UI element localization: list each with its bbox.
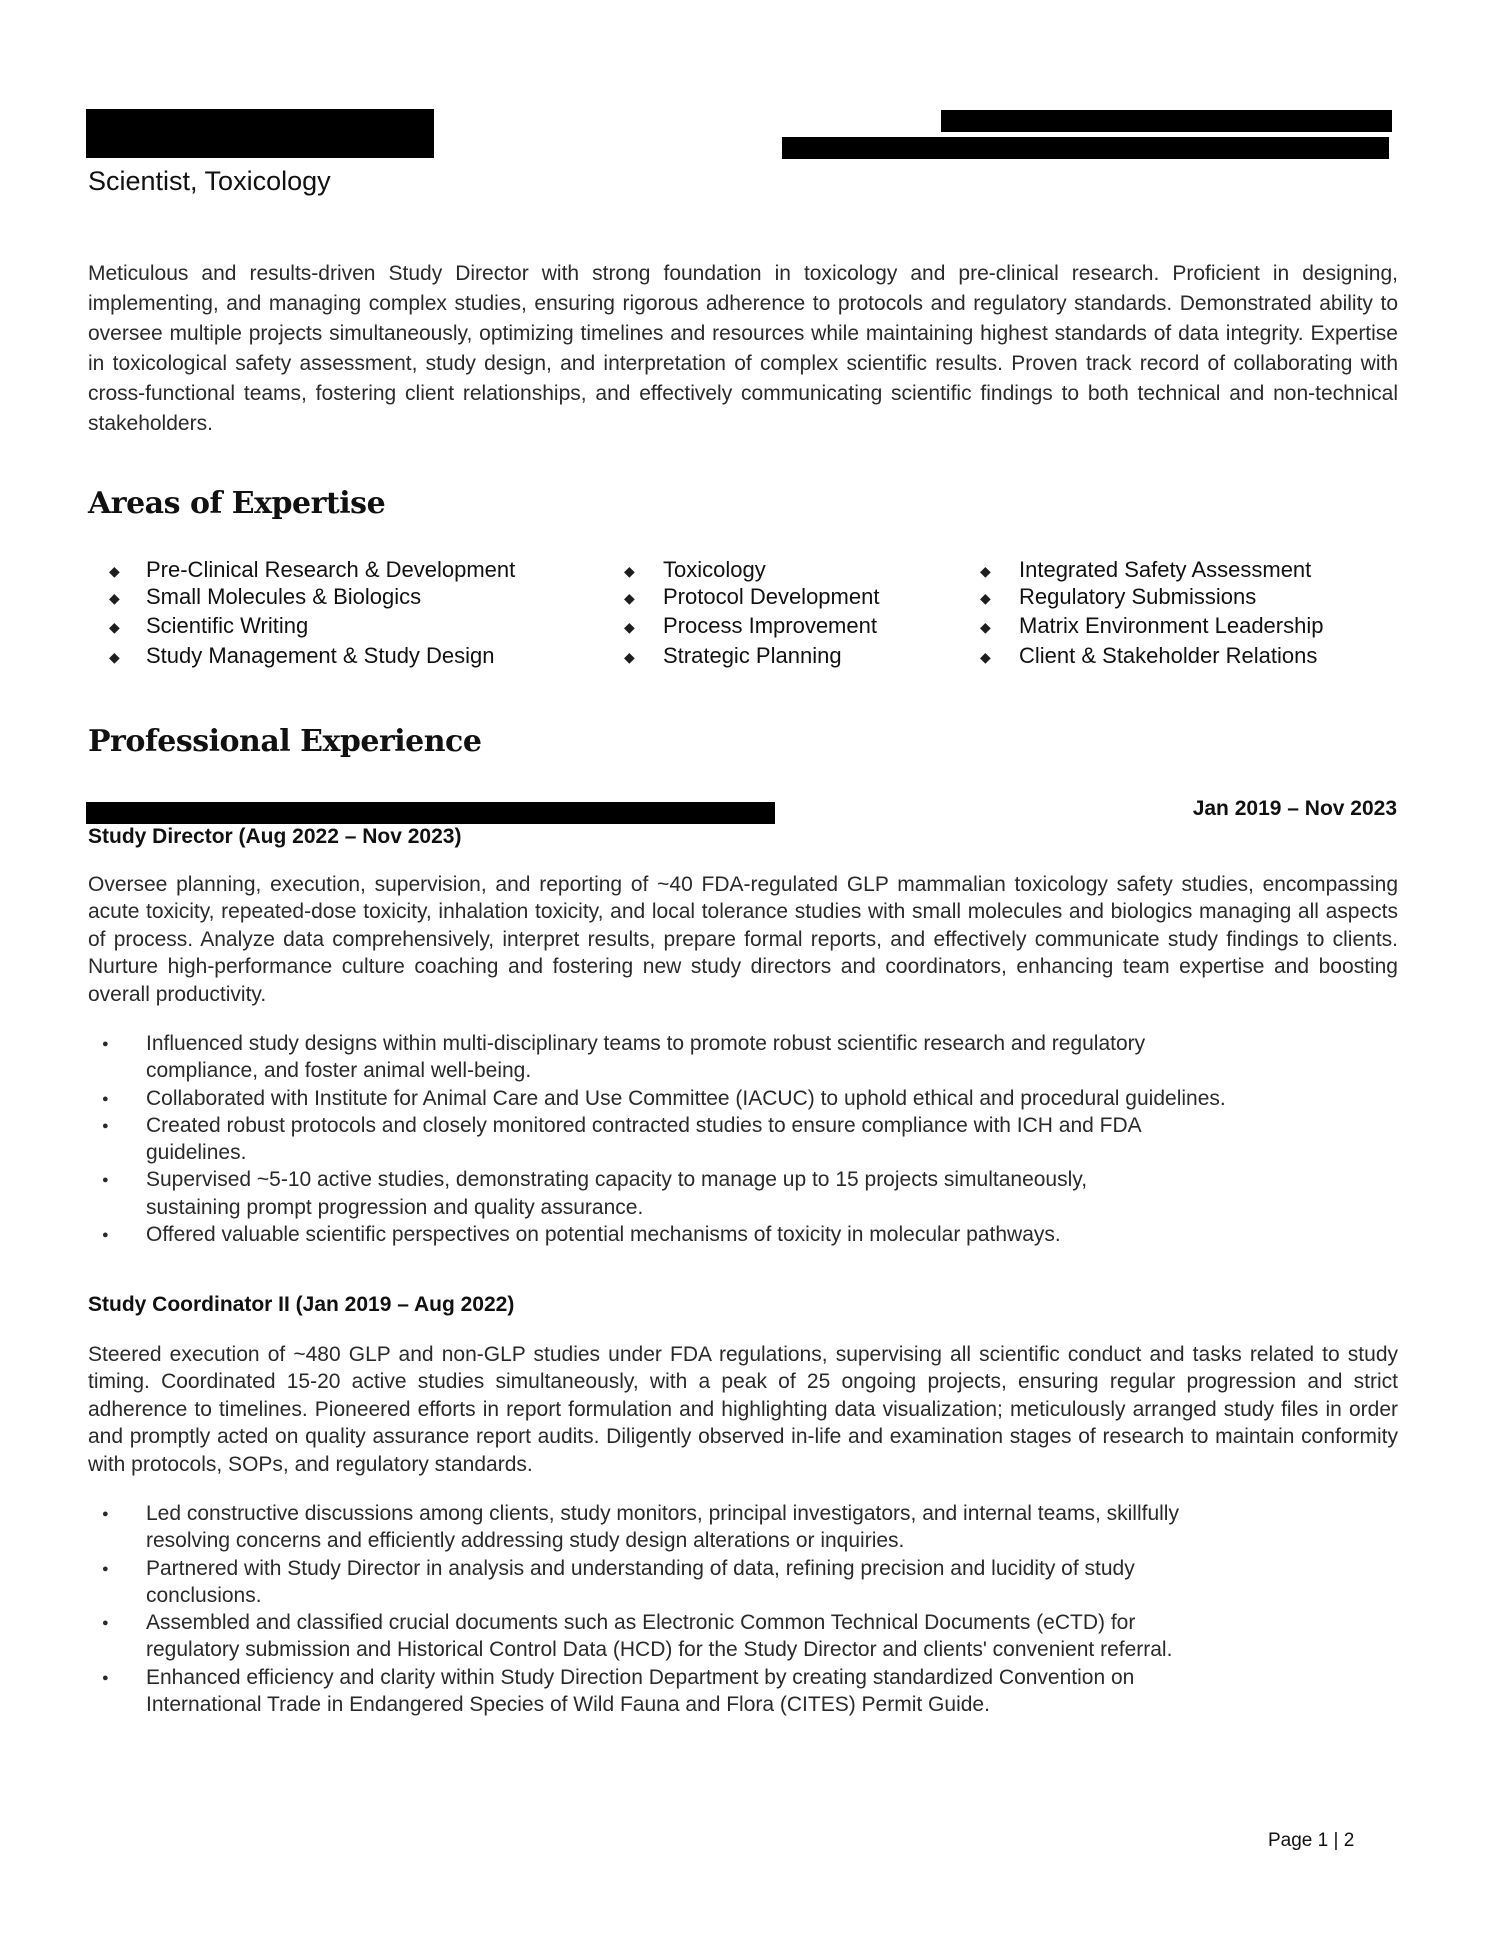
- expertise-item: Pre-Clinical Research & Development: [146, 557, 516, 582]
- bullet-dot-icon: ●: [102, 1092, 109, 1105]
- role-title: Study Coordinator II (Jan 2019 – Aug 2022): [88, 1293, 515, 1316]
- bullet-text-line: guidelines.: [146, 1141, 247, 1165]
- bullet-item: [88, 1664, 1408, 1719]
- redacted-company-name: [86, 802, 775, 824]
- employment-dates: Jan 2019 – Nov 2023: [1192, 797, 1397, 820]
- diamond-bullet-icon: ◆: [980, 563, 991, 579]
- expertise-item: Matrix Environment Leadership: [1019, 613, 1324, 638]
- role-description: Steered execution of ~480 GLP and non-GLP studies under FDA regulations, supervising all scientific conduct and tasks related to study timing. Coordinated 15-20 active studies simultaneously, with a peak of 25 ongoing projects, ensuring regular progression and strict adherence to timelines. Pioneered efforts in report formulation and highlighting data visualization; meticulously arranged study files in order and promptly acted on quality assurance report audits. Diligently observed in-life and examination stages of research to maintain conformity with protocols, SOPs, and regulatory standards.: [88, 1343, 1398, 1476]
- job-title: Scientist, Toxicology: [88, 166, 331, 196]
- bullet-text-line: Influenced study designs within multi-disciplinary teams to promote robust scientific research and regulatory: [146, 1032, 1146, 1055]
- expertise-item: Toxicology: [663, 557, 766, 582]
- diamond-bullet-icon: ◆: [624, 649, 635, 665]
- bullet-dot-icon: ●: [102, 1617, 109, 1630]
- expertise-item: Regulatory Submissions: [1019, 584, 1257, 609]
- bullet-dot-icon: ●: [102, 1562, 109, 1575]
- diamond-bullet-icon: ◆: [980, 619, 991, 635]
- diamond-bullet-icon: ◆: [109, 563, 120, 579]
- bullet-text-line: Enhanced efficiency and clarity within Study Direction Department by creating standardized Convention on: [146, 1665, 1135, 1689]
- diamond-bullet-icon: ◆: [980, 590, 991, 606]
- diamond-bullet-icon: ◆: [624, 590, 635, 606]
- bullet-dot-icon: ●: [102, 1508, 109, 1520]
- redacted-contact-line-2: [782, 137, 1389, 159]
- bullet-text-line: conclusions.: [146, 1583, 262, 1607]
- bullet-text-line: International Trade in Endangered Species of Wild Fauna and Flora (CITES) Permit Guide.: [146, 1693, 990, 1717]
- page-number: Page 1 | 2: [1268, 1830, 1355, 1851]
- role-title: Study Director (Aug 2022 – Nov 2023): [88, 825, 462, 848]
- experience-heading: Professional Experience: [88, 724, 482, 759]
- summary-paragraph: Meticulous and results-driven Study Director with strong foundation in toxicology and pre-clinical research. Proficient in designing, implementing, and managing complex studies, ensuring rigorous adherence to protocols and regulatory standards. Demonstrated ability to oversee multiple projects simultaneously, optimizing timelines and resources while maintaining highest standards of data integrity. Expertise in toxicological safety assessment, study design, and interpretation of complex scientific results. Proven track record of collaborating with cross-functional teams, fostering client relationships, and effectively communicating scientific findings to both technical and non-technical stakeholders.: [88, 262, 1398, 435]
- bullet-text-line: regulatory submission and Historical Control Data (HCD) for the Study Director and clients' convenient referral.: [146, 1638, 1173, 1662]
- bullet-text-line: Offered valuable scientific perspectives on potential mechanisms of toxicity in molecular pathways.: [146, 1223, 1061, 1247]
- bullet-text-line: compliance, and foster animal well-being.: [146, 1059, 532, 1083]
- expertise-item: Scientific Writing: [146, 613, 309, 638]
- bullet-text-line: Assembled and classified crucial documents such as Electronic Common Technical Documents (eCTD) for: [146, 1611, 1136, 1635]
- bullet-text-line: Partnered with Study Director in analysis and understanding of data, refining precision and lucidity of study: [146, 1556, 1135, 1580]
- role-bullets: [88, 1500, 1408, 1718]
- bullet-item: [88, 1221, 1408, 1248]
- diamond-bullet-icon: ◆: [109, 619, 120, 635]
- expertise-item: Protocol Development: [663, 584, 880, 609]
- bullet-text-line: Created robust protocols and closely monitored contracted studies to ensure compliance with ICH and FDA: [146, 1113, 1142, 1137]
- bullet-dot-icon: ●: [102, 1119, 109, 1132]
- bullet-text-line: Supervised ~5-10 active studies, demonstrating capacity to manage up to 15 projects simultaneously,: [146, 1168, 1088, 1192]
- diamond-bullet-icon: ◆: [109, 590, 120, 606]
- expertise-item: Strategic Planning: [663, 643, 842, 668]
- expertise-heading: Areas of Expertise: [88, 486, 386, 521]
- bullet-dot-icon: ●: [102, 1038, 109, 1050]
- bullet-dot-icon: ●: [102, 1671, 109, 1684]
- bullet-item: [88, 1609, 1408, 1664]
- diamond-bullet-icon: ◆: [980, 649, 991, 665]
- bullet-item: [88, 1166, 1408, 1221]
- bullet-text-line: Collaborated with Institute for Animal Care and Use Committee (IACUC) to uphold ethical and procedural guidelines.: [146, 1086, 1226, 1110]
- bullet-dot-icon: ●: [102, 1174, 109, 1187]
- diamond-bullet-icon: ◆: [109, 649, 120, 665]
- expertise-item: Integrated Safety Assessment: [1019, 557, 1312, 582]
- diamond-bullet-icon: ◆: [624, 563, 635, 579]
- bullet-item: [88, 1085, 1408, 1112]
- bullet-dot-icon: ●: [102, 1229, 109, 1242]
- bullet-item: [88, 1555, 1408, 1610]
- bullet-text-line: sustaining prompt progression and quality assurance.: [146, 1195, 644, 1219]
- bullet-text-line: resolving concerns and efficiently addressing study design alterations or inquiries.: [146, 1529, 905, 1553]
- bullet-text-line: Led constructive discussions among clients, study monitors, principal investigators, and internal teams, skillfully: [146, 1502, 1179, 1525]
- bullet-item: [88, 1112, 1408, 1167]
- expertise-item: Client & Stakeholder Relations: [1019, 643, 1318, 668]
- role-description: Oversee planning, execution, supervision, and reporting of ~40 FDA-regulated GLP mammalian toxicology safety studies, encompassing acute toxicity, repeated-dose toxicity, inhalation toxicity, and local tolerance studies with small molecules and biologics managing all aspects of process. Analyze data comprehensively, interpret results, prepare formal reports, and effectively communicate study findings to clients. Nurture high-performance culture coaching and fostering new study directors and coordinators, enhancing team expertise and boosting overall productivity.: [88, 873, 1398, 1006]
- bullet-item: [88, 1500, 1408, 1555]
- expertise-item: Process Improvement: [663, 613, 877, 638]
- redacted-name: [86, 109, 434, 158]
- diamond-bullet-icon: ◆: [624, 619, 635, 635]
- expertise-item: Small Molecules & Biologics: [146, 584, 422, 609]
- expertise-item: Study Management & Study Design: [146, 643, 495, 668]
- bullet-item: [88, 1030, 1408, 1085]
- role-bullets: [88, 1030, 1408, 1248]
- redacted-contact-line-1: [941, 110, 1392, 132]
